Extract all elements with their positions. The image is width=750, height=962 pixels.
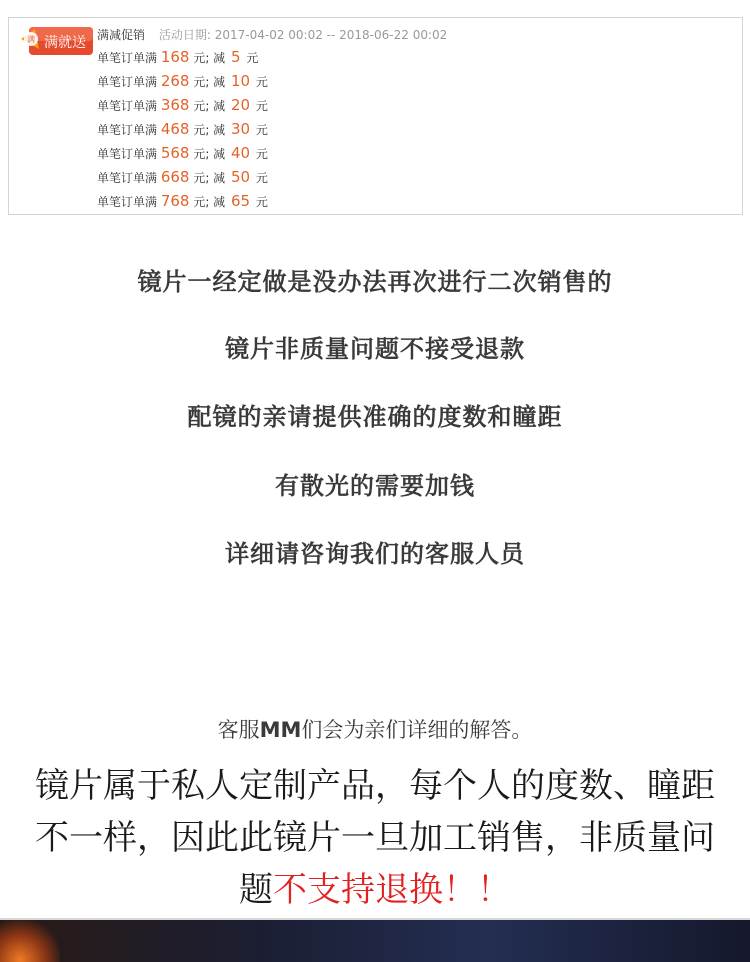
promo-rule: [97, 189, 268, 213]
rule-unit: 元: [255, 99, 268, 113]
promo-rule: [97, 69, 268, 93]
promo-box: [8, 17, 743, 215]
notice-line: 有散光的需要加钱: [275, 471, 475, 500]
rule-mid: 元; 减: [193, 75, 226, 89]
cs-text-after: 们会为亲们详细的解答。: [301, 718, 533, 742]
rule-prefix: 单笔订单满: [97, 171, 158, 185]
notice-line: 镜片非质量问题不接受退款: [225, 334, 525, 363]
notice-line: 配镜的亲请提供准确的度数和瞳距: [187, 402, 563, 431]
promo-rule: [97, 141, 268, 165]
rule-discount: 10: [231, 72, 251, 90]
rule-discount: 50: [231, 168, 251, 186]
rule-unit: 元: [255, 147, 268, 161]
rule-prefix: 单笔订单满: [97, 195, 158, 209]
policy-line-3-text: 题: [239, 870, 273, 910]
promo-rule: [97, 117, 268, 141]
rule-mid: 元; 减: [193, 123, 226, 137]
rule-discount: 40: [231, 144, 251, 162]
policy-line-3: [0, 864, 750, 916]
return-policy-notice: [0, 760, 750, 916]
promo-rule: [97, 165, 268, 189]
rule-threshold: 568: [160, 144, 190, 162]
customer-service-note: [0, 714, 750, 744]
rule-discount: 30: [231, 120, 251, 138]
rule-threshold: 468: [160, 120, 190, 138]
badge-text: 满就送: [44, 35, 86, 51]
notice-line: 镜片一经定做是没办法再次进行二次销售的: [137, 267, 613, 296]
rule-threshold: 368: [160, 96, 190, 114]
rule-mid: 元; 减: [193, 147, 226, 161]
promo-date-range: 2017-04-02 00:02 -- 2018-06-22 00:02: [214, 28, 448, 42]
rule-threshold: 168: [160, 48, 190, 66]
rule-prefix: 单笔订单满: [97, 99, 158, 113]
rule-discount: 5: [231, 48, 241, 66]
rule-threshold: 668: [160, 168, 190, 186]
promo-rule: [97, 93, 268, 117]
rule-prefix: 单笔订单满: [97, 123, 158, 137]
policy-line-2: 不一样，因此此镜片一旦加工销售，非质量问: [35, 818, 715, 858]
rule-mid: 元; 减: [193, 171, 226, 185]
promo-title: 满减促销: [97, 28, 146, 42]
cs-text-bold: MM: [259, 718, 302, 742]
rule-unit: 元: [255, 75, 268, 89]
promo-date-label: 活动日期:: [158, 28, 211, 42]
rule-unit: 元: [255, 123, 268, 137]
banner-glow: [0, 920, 60, 962]
rule-prefix: 单笔订单满: [97, 51, 158, 65]
rule-unit: 元: [255, 171, 268, 185]
rule-prefix: 单笔订单满: [97, 75, 158, 89]
rule-unit: 元: [246, 51, 259, 65]
no-return-warning: 不支持退换！！: [273, 870, 511, 910]
rule-threshold: 268: [160, 72, 190, 90]
promo-header: [97, 26, 447, 40]
rule-unit: 元: [255, 195, 268, 209]
rule-mid: 元; 减: [193, 51, 226, 65]
notice-line: 详细请咨询我们的客服人员: [225, 539, 525, 568]
promo-rule: [97, 45, 268, 69]
cs-text-before: 客服: [217, 718, 260, 742]
rule-threshold: 768: [160, 192, 190, 210]
promo-tag-icon: [19, 25, 95, 59]
rule-discount: 20: [231, 96, 251, 114]
promo-rule-list: [97, 45, 268, 213]
rule-prefix: 单笔订单满: [97, 147, 158, 161]
policy-line-1: 镜片属于私人定制产品，每个人的度数、瞳距: [35, 766, 715, 806]
rule-mid: 元; 减: [193, 99, 226, 113]
rule-discount: 65: [231, 192, 251, 210]
bottom-banner-image: [0, 918, 750, 962]
badge-corner-text: 满: [27, 35, 35, 44]
rule-mid: 元; 减: [193, 195, 226, 209]
